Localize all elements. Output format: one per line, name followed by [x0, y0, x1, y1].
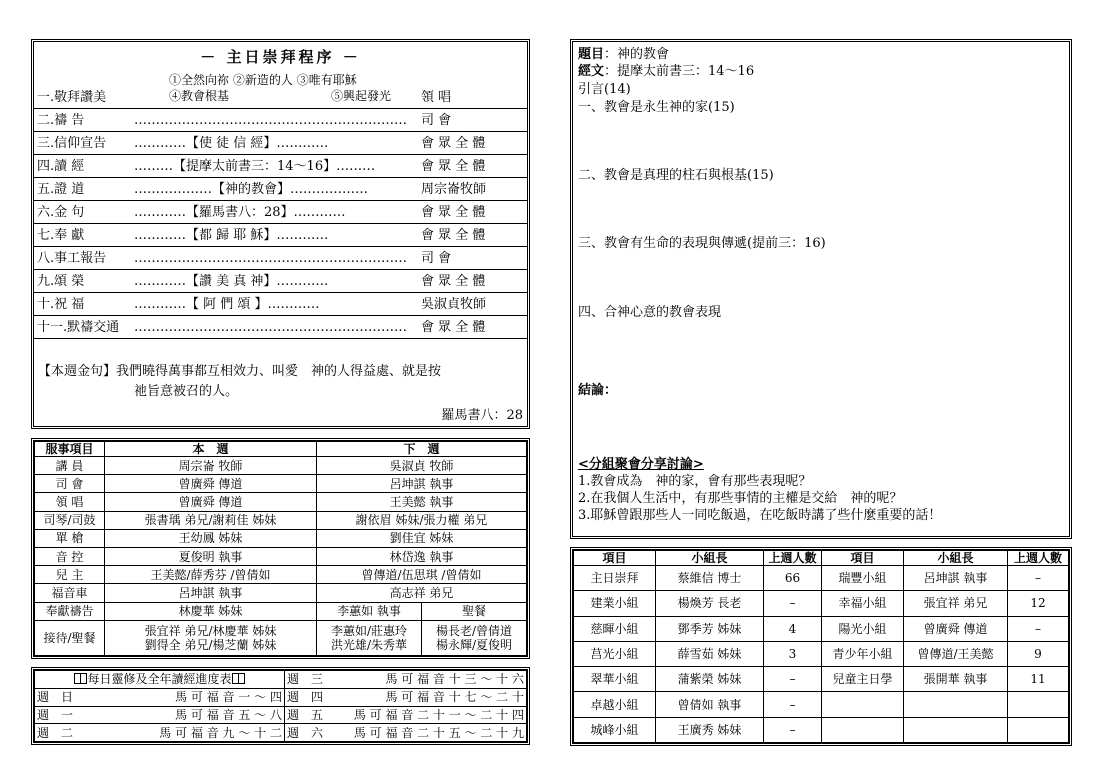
order-item-leader: 吳淑貞牧師 [421, 297, 487, 312]
sermon-intro: 引言(14) [578, 82, 631, 97]
order-item-detail: ……………………………………………………… [134, 320, 407, 335]
order-item-leader: 會 眾 全 體 [421, 136, 486, 151]
service-cell: 夏俊明 執事 [105, 547, 317, 565]
group-cell: – [1008, 566, 1069, 591]
order-item [34, 247, 527, 270]
hymn-3: ③唯有耶穌 [296, 73, 357, 87]
order-item-leader: 會 眾 全 體 [421, 320, 486, 335]
order-item-detail: ………【提摩太前書三：14～16】……… [134, 159, 376, 174]
order-item [34, 270, 527, 293]
group-cell: 薛雪茹 姊妹 [656, 641, 764, 666]
groups-header: 項目 [822, 551, 904, 566]
group-cell: 4 [764, 616, 822, 641]
order-item [34, 201, 527, 224]
service-cell: 王美懿/薛秀芬 /曾倩如 [105, 566, 317, 584]
order-item-leader: 周宗崙牧師 [421, 182, 487, 197]
reading-cell: 週 三 馬 可 福 音 十 三 ～ 十 六 [285, 671, 527, 689]
service-header-next-week: 下 週 [317, 442, 527, 457]
reading-title: 每日靈修及全年讀經進度表 [87, 672, 232, 687]
service-cell: 司 會 [35, 475, 105, 493]
discussion-question-2: 2.在我個人生活中，有那些事情的主權是交給 神的呢？ [578, 491, 903, 506]
group-row [574, 591, 1069, 616]
service-row [35, 475, 527, 493]
reading-table [34, 670, 527, 742]
reading-cell: 週 二 馬 可 福 音 九 ～ 十 二 [35, 724, 285, 742]
group-cell: 呂坤諆 執事 [904, 566, 1008, 591]
group-cell: 卓越小組 [574, 692, 656, 717]
order-item-name: 三.信仰宣告 [37, 136, 107, 151]
service-row [35, 457, 527, 475]
discussion-question-1: 1.教會成為 神的家，會有那些表現呢？ [578, 474, 812, 489]
service-row [35, 511, 527, 529]
order-item-leader: 會 眾 全 體 [421, 228, 486, 243]
group-cell: – [764, 667, 822, 692]
order-item [34, 155, 527, 178]
group-cell: 建業小組 [574, 591, 656, 616]
group-cell: 翠華小組 [574, 667, 656, 692]
group-cell: 兒童主日學 [822, 667, 904, 692]
service-cell: 呂坤諆 執事 [317, 475, 527, 493]
group-cell: 王廣秀 姊妹 [656, 717, 764, 742]
weekly-verse [38, 362, 523, 423]
groups-header: 上週人數 [764, 551, 822, 566]
order-item-leader: 會 眾 全 體 [421, 274, 486, 289]
reading-cell: 週 四 馬 可 福 音 十 七 ～ 二 十 [285, 688, 527, 706]
order-item [34, 109, 527, 132]
group-cell: 青少年小組 [822, 641, 904, 666]
verse-reference: 羅馬書八：28 [441, 408, 523, 423]
worship-order-panel [31, 39, 530, 429]
group-cell: 張開華 執事 [904, 667, 1008, 692]
group-cell: 曾倩如 執事 [656, 692, 764, 717]
group-cell [822, 692, 904, 717]
order-item-detail: …………【羅馬書八：28】………… [134, 205, 346, 220]
group-cell: 蔡維信 博士 [656, 566, 764, 591]
sermon-point-3: 三、教會有生命的表現與傳遞(提前三：16) [578, 236, 826, 251]
small-groups-table [573, 550, 1069, 743]
order-item [34, 316, 527, 339]
service-cell: 兒 主 [35, 566, 105, 584]
order-item [34, 86, 527, 109]
service-cell: 呂坤諆 執事 [105, 584, 317, 602]
book-icon [74, 673, 87, 684]
order-item-detail: ……………………………………………………… [134, 251, 407, 266]
service-cell: 講 員 [35, 457, 105, 475]
group-cell: 12 [1008, 591, 1069, 616]
sermon-point-2: 二、教會是真理的柱石與根基(15) [578, 168, 774, 183]
sermon-point-4: 四、合神心意的教會表現 [578, 305, 722, 320]
order-item [34, 224, 527, 247]
order-item [34, 178, 527, 201]
group-cell [1008, 692, 1069, 717]
order-item-name: 八.事工報告 [37, 251, 107, 266]
hymn-4: ④教會根基 [169, 89, 230, 103]
service-cell: 林慶華 姊妹 [105, 602, 317, 620]
group-cell: 蒲紫榮 姊妹 [656, 667, 764, 692]
group-cell [904, 717, 1008, 742]
service-cell: 奉獻禱告 [35, 602, 105, 620]
discussion-title: <分組聚會分享討論> [578, 457, 704, 472]
hymn-2: ②新造的人 [232, 73, 293, 87]
group-cell: – [764, 692, 822, 717]
book-icon [232, 673, 245, 684]
group-row [574, 717, 1069, 742]
service-cell: 王幼鳳 姊妹 [105, 529, 317, 547]
order-item-name: 五.證 道 [37, 182, 85, 197]
service-cell: 高志祥 弟兄 [317, 584, 527, 602]
group-cell: 3 [764, 641, 822, 666]
service-cell: 劉佳宜 姊妹 [317, 529, 527, 547]
service-cell: 福音車 [35, 584, 105, 602]
order-item-detail: ……………………………………………………… [134, 113, 407, 128]
group-row [574, 641, 1069, 666]
service-cell: 張宜祥 弟兄/林慶華 姊妹 劉得全 弟兄/楊芝蘭 姊妹 [105, 620, 317, 655]
service-header-item: 服事項目 [35, 442, 105, 457]
order-item-name: 七.奉 獻 [37, 228, 85, 243]
service-cell: 接待/聖餐 [35, 620, 105, 655]
group-row [574, 667, 1069, 692]
service-cell: 曾傳道/伍思琪 /曾倩如 [317, 566, 527, 584]
reading-schedule [31, 667, 530, 745]
order-item-leader: 領 唱 [421, 90, 452, 105]
order-item-name: 一.敬拜讚美 [37, 90, 107, 105]
verse-text-2: 祂旨意被召的人。 [134, 384, 239, 399]
service-cell: 領 唱 [35, 493, 105, 511]
service-table [34, 441, 527, 656]
service-cell: 聖餐 [422, 602, 527, 620]
order-item-name: 六.金 句 [37, 205, 85, 220]
service-row [35, 566, 527, 584]
group-row [574, 566, 1069, 591]
group-cell: 主日崇拜 [574, 566, 656, 591]
group-cell: 9 [1008, 641, 1069, 666]
group-cell: – [764, 717, 822, 742]
reading-cell: 週 五 馬 可 福 音 二 十 一 ～ 二 十 四 [285, 706, 527, 724]
small-groups-panel [570, 547, 1072, 746]
service-cell: 周宗崙 牧師 [105, 457, 317, 475]
group-cell: 瑞豐小組 [822, 566, 904, 591]
service-cell: 林岱逸 執事 [317, 547, 527, 565]
service-cell: 李蕙如/莊惠玲 洪光雄/朱秀華 [317, 620, 422, 655]
group-cell: 慈暉小組 [574, 616, 656, 641]
service-row [35, 529, 527, 547]
group-row [574, 692, 1069, 717]
order-item-name: 十一.默禱交通 [37, 320, 120, 335]
groups-header: 項目 [574, 551, 656, 566]
order-item-leader: 會 眾 全 體 [421, 205, 486, 220]
reading-cell: 週 日 馬 可 福 音 一 ～ 四 [35, 688, 285, 706]
service-cell: 曾廣舜 傳道 [105, 475, 317, 493]
group-cell: 楊煥芳 長老 [656, 591, 764, 616]
service-row [35, 547, 527, 565]
order-item-detail: …………【 阿 們 頌 】………… [134, 297, 320, 312]
service-row [35, 584, 527, 602]
service-row [35, 602, 527, 620]
verse-text-1: 我們曉得萬事都互相效力、叫愛 神的人得益處、就是按 [116, 364, 442, 379]
order-item [34, 132, 527, 155]
hymn-5: ⑤興起發光 [331, 89, 392, 103]
service-cell: 曾廣舜 傳道 [105, 493, 317, 511]
order-item-name: 二.禱 告 [37, 113, 85, 128]
service-row [35, 620, 527, 655]
sermon-conclusion: 結論： [578, 383, 618, 398]
service-roster [31, 438, 530, 659]
group-cell: – [1008, 616, 1069, 641]
order-item [34, 293, 527, 316]
reading-cell: 週 六 馬 可 福 音 二 十 五 ～ 二 十 九 [285, 724, 527, 742]
discussion-question-3: 3.耶穌曾跟那些人一同吃飯過，在吃飯時講了些什麼重要的話！ [578, 508, 942, 523]
service-cell: 吳淑貞 牧師 [317, 457, 527, 475]
hymn-1: ①全然向祢 [169, 73, 230, 87]
group-cell: 11 [1008, 667, 1069, 692]
reading-title-cell [35, 671, 285, 689]
service-header-this-week: 本 週 [105, 442, 317, 457]
sermon-notes [570, 39, 1072, 539]
reading-cell: 週 一 馬 可 福 音 五 ～ 八 [35, 706, 285, 724]
group-cell [1008, 717, 1069, 742]
group-cell: 陽光小組 [822, 616, 904, 641]
service-cell: 張書瑀 弟兄/謝莉佳 姊妹 [105, 511, 317, 529]
order-item-leader: 司 會 [421, 113, 452, 128]
service-cell: 楊長老/曾倩道 楊永輝/夏俊明 [422, 620, 527, 655]
service-row [35, 493, 527, 511]
service-cell: 音 控 [35, 547, 105, 565]
groups-header: 上週人數 [1008, 551, 1069, 566]
order-item-detail: …………【使 徒 信 經】………… [134, 136, 329, 151]
group-cell: 曾廣舜 傳道 [904, 616, 1008, 641]
verse-label: 【本週金句】 [38, 364, 117, 379]
groups-header: 小組長 [656, 551, 764, 566]
group-cell: – [764, 591, 822, 616]
order-item-leader: 會 眾 全 體 [421, 159, 486, 174]
group-cell: 曾傳道/王美懿 [904, 641, 1008, 666]
group-cell: 城峰小組 [574, 717, 656, 742]
order-item-detail: …………【讚 美 真 神】………… [134, 274, 329, 289]
group-row [574, 616, 1069, 641]
service-cell: 王美懿 執事 [317, 493, 527, 511]
order-item-detail: ………………【神的教會】……………… [134, 182, 369, 197]
order-item-name: 十.祝 福 [37, 297, 85, 312]
group-cell: 張宜祥 弟兄 [904, 591, 1008, 616]
group-cell: 66 [764, 566, 822, 591]
order-item-leader: 司 會 [421, 251, 452, 266]
sermon-topic: 題目：神的教會 [578, 47, 670, 62]
service-cell: 李蕙如 執事 [317, 602, 422, 620]
group-cell: 鄧季芳 姊妹 [656, 616, 764, 641]
group-cell [822, 717, 904, 742]
service-cell: 司琴/司鼓 [35, 511, 105, 529]
sermon-scripture: 經文：提摩太前書三：14～16 [578, 64, 755, 79]
groups-header: 小組長 [904, 551, 1008, 566]
service-cell: 單 槍 [35, 529, 105, 547]
group-cell: 莒光小組 [574, 641, 656, 666]
worship-order-title: － 主日崇拜程序 － [200, 48, 361, 66]
service-cell: 謝依眉 姊妹/張力權 弟兄 [317, 511, 527, 529]
group-cell: 幸福小組 [822, 591, 904, 616]
group-cell [904, 692, 1008, 717]
order-item-name: 四.讀 經 [37, 159, 85, 174]
order-item-name: 九.頌 榮 [37, 274, 85, 289]
sermon-point-1: 一、教會是永生神的家(15) [578, 100, 735, 115]
order-item-detail: …………【都 歸 耶 穌】………… [134, 228, 329, 243]
